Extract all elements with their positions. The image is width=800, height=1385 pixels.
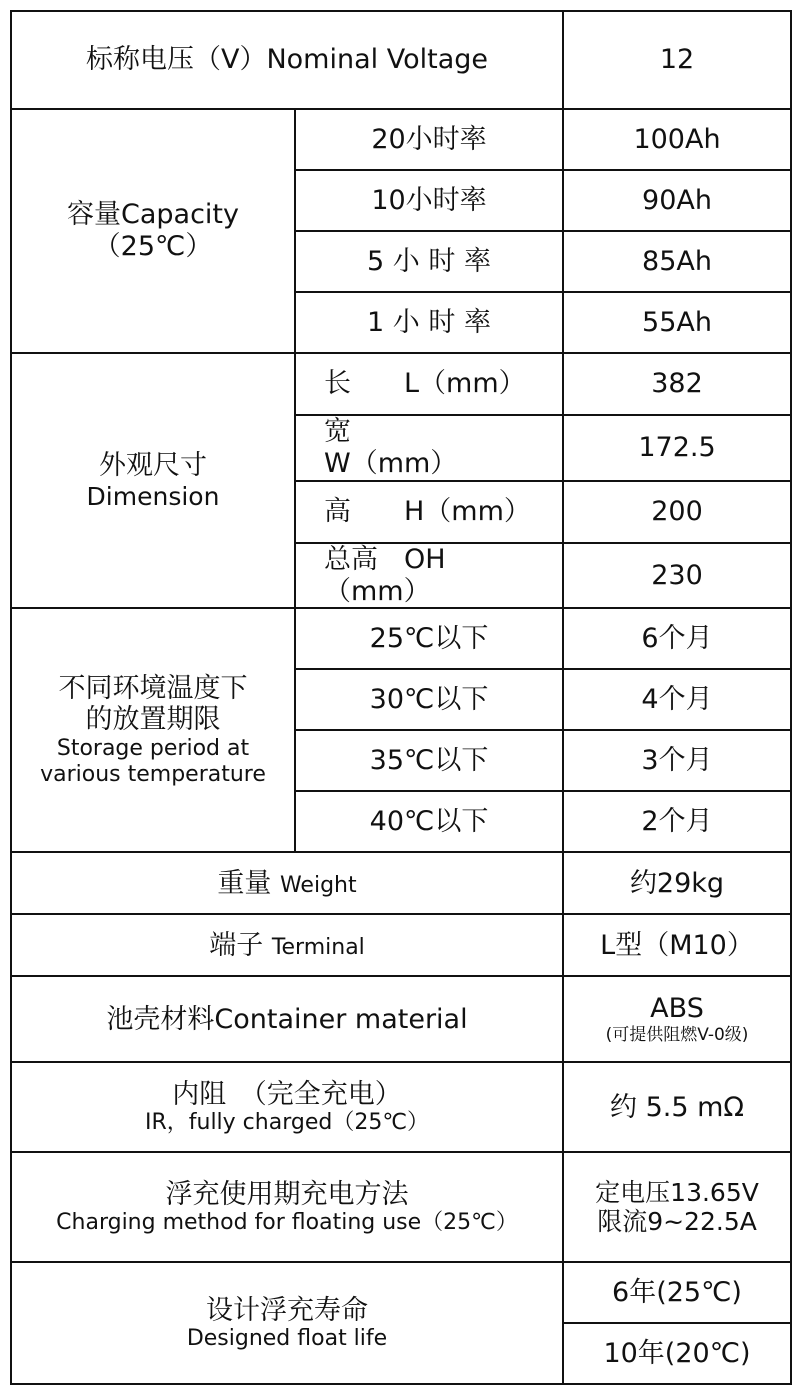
capacity-value: 55Ah	[563, 292, 791, 353]
float-life-label-en: Designed float life	[186, 1326, 388, 1352]
capacity-rate: 5 小 时 率	[295, 231, 563, 292]
dimension-value: 230	[563, 543, 791, 609]
capacity-rate: 1 小 时 率	[295, 292, 563, 353]
ir-label-cn: 内阻 （完全充电）	[172, 1078, 402, 1110]
storage-period: 6个月	[563, 608, 791, 669]
row-dimension-1	[11, 353, 791, 415]
capacity-value: 90Ah	[563, 170, 791, 231]
terminal-value: L型（M10）	[563, 914, 791, 976]
dimension-item	[295, 415, 563, 481]
storage-label-en-1: Storage period at	[56, 736, 250, 762]
dimension-label-cn: 外观尺寸	[99, 450, 207, 482]
weight-value: 约29kg	[563, 852, 791, 914]
capacity-temp: （25℃）	[93, 231, 213, 262]
storage-period: 2个月	[563, 791, 791, 852]
dimension-label-cell	[11, 353, 295, 608]
ir-label-cell	[11, 1062, 563, 1152]
container-label: 池壳材料Container material	[11, 976, 563, 1062]
dimension-value: 172.5	[563, 415, 791, 481]
storage-temp: 40℃以下	[295, 791, 563, 852]
storage-label-cell	[11, 608, 295, 852]
dimension-key: 长	[324, 368, 351, 400]
float-life-value: 6年(25℃)	[563, 1262, 791, 1323]
terminal-label-cell	[11, 914, 563, 976]
dimension-unit: L（mm）	[404, 368, 526, 400]
dimension-value: 200	[563, 481, 791, 543]
dimension-unit: W（mm）	[324, 447, 458, 479]
dimension-key: 高	[324, 495, 351, 527]
dimension-label-en: Dimension	[86, 481, 220, 511]
row-weight	[11, 852, 791, 914]
capacity-value: 100Ah	[563, 109, 791, 170]
weight-label-cn: 重量	[217, 867, 272, 899]
terminal-label-cn: 端子	[209, 929, 264, 961]
capacity-value: 85Ah	[563, 231, 791, 292]
float-life-label-cell	[11, 1262, 563, 1384]
dimension-item	[295, 353, 563, 415]
storage-label-cn-2: 的放置期限	[85, 704, 221, 736]
container-note: (可提供阻燃V-0级)	[605, 1025, 749, 1046]
charging-label-cell	[11, 1152, 563, 1262]
capacity-rate: 20小时率	[295, 109, 563, 170]
charging-voltage: 定电压13.65V	[595, 1177, 759, 1207]
float-life-value: 10年(20℃)	[563, 1323, 791, 1384]
weight-label-en: Weight	[279, 872, 357, 898]
storage-label-cn-1: 不同环境温度下	[58, 672, 248, 704]
row-charging	[11, 1152, 791, 1262]
dimension-item	[295, 543, 563, 609]
capacity-label-cell	[11, 109, 295, 353]
charging-value-cell	[563, 1152, 791, 1262]
storage-temp: 25℃以下	[295, 608, 563, 669]
nominal-voltage-label: 标称电压（V）Nominal Voltage	[11, 11, 563, 109]
row-capacity-1	[11, 109, 791, 170]
dimension-value: 382	[563, 353, 791, 415]
row-container	[11, 976, 791, 1062]
row-storage-1	[11, 608, 791, 669]
capacity-label: 容量Capacity	[67, 199, 239, 231]
storage-temp: 30℃以下	[295, 669, 563, 730]
row-ir	[11, 1062, 791, 1152]
ir-label-en: IR，fully charged（25℃）	[144, 1110, 430, 1136]
storage-period: 4个月	[563, 669, 791, 730]
dimension-item	[295, 481, 563, 543]
charging-current: 限流9~22.5A	[597, 1207, 757, 1237]
terminal-label-en: Terminal	[271, 934, 365, 960]
storage-temp: 35℃以下	[295, 730, 563, 791]
dimension-key: 宽	[324, 416, 351, 447]
row-float-life-1	[11, 1262, 791, 1323]
dimension-unit: OH（mm）	[324, 543, 446, 607]
row-nominal-voltage	[11, 11, 791, 109]
spec-table	[10, 10, 792, 1385]
charging-label-en: Charging method for floating use（25℃）	[56, 1210, 518, 1236]
capacity-rate: 10小时率	[295, 170, 563, 231]
nominal-voltage-value: 12	[563, 11, 791, 109]
dimension-key: 总高	[324, 543, 378, 575]
container-value: ABS	[650, 993, 704, 1025]
storage-period: 3个月	[563, 730, 791, 791]
float-life-label-cn: 设计浮充寿命	[206, 1294, 368, 1326]
dimension-unit: H（mm）	[404, 495, 531, 527]
ir-value: 约 5.5 mΩ	[563, 1062, 791, 1152]
charging-label-cn: 浮充使用期充电方法	[165, 1178, 409, 1210]
row-terminal	[11, 914, 791, 976]
container-value-cell	[563, 976, 791, 1062]
weight-label-cell	[11, 852, 563, 914]
storage-label-en-2: various temperature	[40, 762, 266, 788]
